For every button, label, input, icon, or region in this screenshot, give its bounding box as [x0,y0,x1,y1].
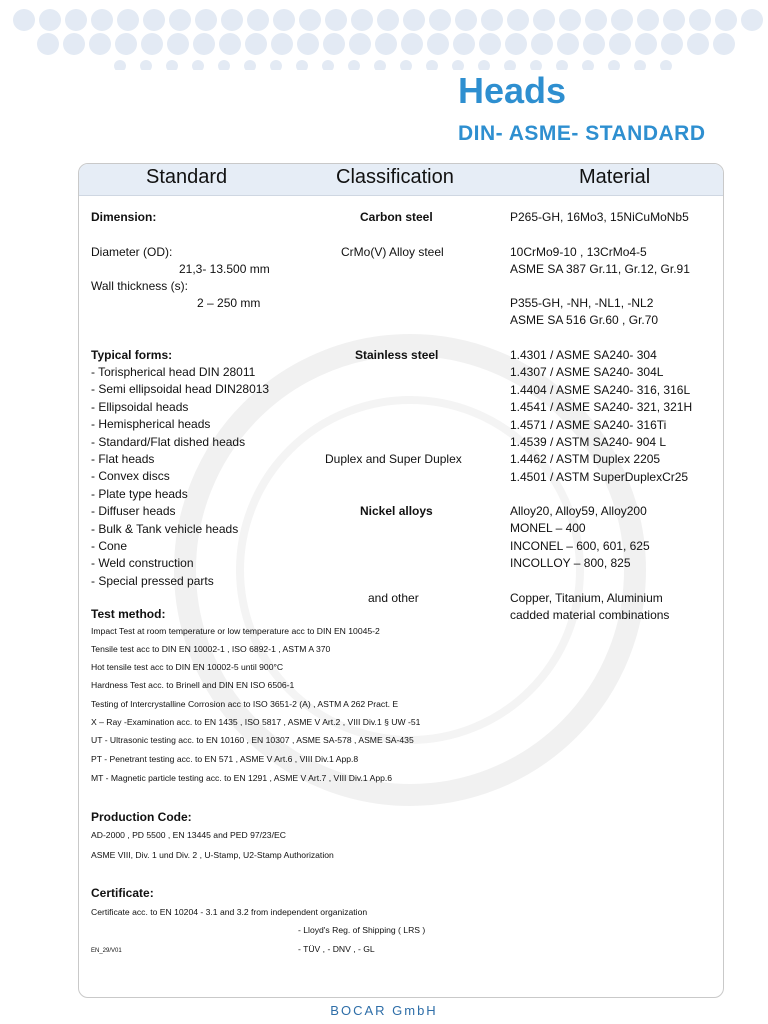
list-item: - Convex discs [91,469,170,484]
decor-dot [635,33,657,55]
diameter-value: 21,3- 13.500 mm [179,262,270,276]
decor-dot [169,9,191,31]
list-item: - Diffuser heads [91,504,176,519]
decor-dot [91,9,113,31]
header-dot-pattern [0,0,768,70]
list-item: - Bulk & Tank vehicle heads [91,521,239,536]
list-item: - Flat heads [91,452,155,467]
page-title: Heads [458,70,567,111]
decor-dot [37,33,59,55]
decor-dot [377,9,399,31]
test-method-item: X – Ray -Examination acc. to EN 1435 , ISO 5817 , ASME V Art.2 , VIII Div.1 § UW -51 [91,717,421,727]
decor-dot [351,9,373,31]
decor-dot [167,33,189,55]
decor-dot [296,60,308,70]
list-item: 1.4571 / ASME SA240- 316Ti [510,417,667,432]
decor-dot [244,60,256,70]
decor-dot [63,33,85,55]
wall-thickness-label: Wall thickness (s): [91,279,188,293]
list-item: INCONEL – 600, 601, 625 [510,538,650,553]
decor-dot [556,60,568,70]
decor-dot [245,33,267,55]
list-item: 1.4301 / ASME SA240- 304 [510,348,657,362]
decor-dot [611,9,633,31]
decor-dot [663,9,685,31]
decor-dot [585,9,607,31]
class-nickel-alloys: Nickel alloys [360,504,433,518]
list-item: MONEL – 400 [510,521,586,536]
certificate-label: Certificate: [91,886,154,900]
decor-dot [166,60,178,70]
list-item: 1.4539 / ASTM SA240- 904 L [510,435,667,450]
typical-forms-list [91,364,269,590]
decor-dot [117,9,139,31]
decor-dot [140,60,152,70]
class-carbon-steel: Carbon steel [360,210,433,224]
decor-dot [582,60,594,70]
header-standard: Standard [146,166,228,188]
decor-dot [375,33,397,55]
decor-dot [297,33,319,55]
test-method-item: PT - Penetrant testing acc. to EN 571 , ASME V Art.6 , VIII Div.1 App.8 [91,754,359,764]
certificate-line: - TÜV , - DNV , - GL [298,944,375,954]
decor-dot [325,9,347,31]
decor-dot [583,33,605,55]
certificate-line: - Lloyd's Reg. of Shipping ( LRS ) [298,925,426,935]
test-method-item: Tensile test acc to DIN EN 10002-1 , ISO 6892-1 , ASTM A 370 [91,644,331,654]
list-item: 1.4307 / ASME SA240- 304L [510,365,664,380]
decor-dot [299,9,321,31]
list-item: - Special pressed parts [91,573,214,588]
decor-dot [65,9,87,31]
decor-dot [114,60,126,70]
decor-dot [634,60,646,70]
footer-company: BOCAR GmbH [330,1003,438,1018]
production-code-item: ASME VIII, Div. 1 und Div. 2 , U-Stamp, U2-Stamp Authorization [91,850,334,860]
class-duplex: Duplex and Super Duplex [325,452,462,466]
decor-dot [479,33,501,55]
diameter-label: Diameter (OD): [91,245,173,259]
list-item: - Hemispherical heads [91,417,211,432]
list-item: 1.4404 / ASME SA240- 316, 316L [510,382,691,397]
decor-dot [270,60,282,70]
decor-dot [637,9,659,31]
page-subtitle: DIN- ASME- STANDARD [458,122,706,145]
decor-dot [219,33,241,55]
decor-dot [400,60,412,70]
test-method-item: Hot tensile test acc to DIN EN 10002-5 until 900°C [91,662,284,672]
decor-dot [271,33,293,55]
test-method-item: MT - Magnetic particle testing acc. to EN 1291 , ASME V Art.7 , VIII Div.1 App.6 [91,773,393,783]
list-item: - Semi ellipsoidal head DIN28013 [91,382,270,397]
test-method-item: Testing of Intercrystalline Corrosion acc to ISO 3651-2 (A) , ASTM A 262 Pract. E [91,699,399,709]
list-item: - Torispherical head DIN 28011 [91,365,256,379]
decor-dot [193,33,215,55]
decor-dot [557,33,579,55]
list-item: 1.4462 / ASTM Duplex 2205 [510,452,661,467]
list-item: - Ellipsoidal heads [91,399,189,414]
decor-dot [39,9,61,31]
decor-dot [323,33,345,55]
decor-dot [401,33,423,55]
decor-dot [247,9,269,31]
decor-dot [609,33,631,55]
material-carbon: P265-GH, 16Mo3, 15NiCuMoNb5 [510,210,689,224]
decor-dot [374,60,386,70]
material-other-2: cadded material combinations [510,608,670,622]
list-item: 1.4541 / ASME SA240- 321, 321H [510,400,693,415]
decor-dot [195,9,217,31]
decor-dot [89,33,111,55]
decor-dot [478,60,490,70]
list-item: INCOLLOY – 800, 825 [510,556,631,571]
decor-dot [715,9,737,31]
dimension-label: Dimension: [91,210,157,224]
production-code-item: AD-2000 , PD 5500 , EN 13445 and PED 97/23/EC [91,830,286,840]
decor-dot [533,9,555,31]
decor-dot [481,9,503,31]
class-other: and other [368,591,419,605]
decor-dot [115,33,137,55]
material-crmo-2: ASME SA 387 Gr.11, Gr.12, Gr.91 [510,262,690,276]
decor-dot [505,33,527,55]
decor-dot [221,9,243,31]
content-card [78,163,724,998]
wall-thickness-value: 2 – 250 mm [197,296,261,310]
decor-dot [13,9,35,31]
decor-dot [218,60,230,70]
list-item: - Cone [91,539,128,554]
header-material: Material [579,166,651,188]
decor-dot [143,9,165,31]
decor-dot [741,9,763,31]
list-item: - Weld construction [91,556,194,571]
decor-dot [507,9,529,31]
decor-dot [531,33,553,55]
material-p355-2: ASME SA 516 Gr.60 , Gr.70 [510,313,659,327]
decor-dot [559,9,581,31]
material-crmo-1: 10CrMo9-10 , 13CrMo4-5 [510,245,647,259]
list-item: 1.4501 / ASTM SuperDuplexCr25 [510,469,689,484]
decor-dot [426,60,438,70]
document-code: EN_29/V01 [91,948,122,954]
decor-dot [273,9,295,31]
test-method-item: UT - Ultrasonic testing acc. to EN 10160 , EN 10307 , ASME SA-578 , ASME SA-435 [91,735,414,745]
test-method-item: Impact Test at room temperature or low temperature acc to DIN EN 10045-2 [91,626,380,636]
certificate-line: Certificate acc. to EN 10204 - 3.1 and 3.2 from independent organization [91,907,368,917]
decor-dot [452,60,464,70]
decor-dot [141,33,163,55]
decor-dot [403,9,425,31]
list-item: Alloy20, Alloy59, Alloy200 [510,504,647,518]
table-header [79,164,723,196]
decor-dot [453,33,475,55]
decor-dot [608,60,620,70]
decor-dot [427,33,449,55]
decor-dot [713,33,735,55]
material-stainless-list [510,347,692,486]
typical-forms-label: Typical forms: [91,348,173,362]
decor-dot [660,60,672,70]
list-item: - Standard/Flat dished heads [91,434,246,449]
material-nickel-list [510,503,650,573]
decor-dot [689,9,711,31]
material-p355-1: P355-GH, -NH, -NL1, -NL2 [510,296,654,310]
header-classification: Classification [336,166,454,188]
decor-dot [349,33,371,55]
decor-dot [455,9,477,31]
decor-dot [348,60,360,70]
test-method-item: Hardness Test acc. to Brinell and DIN EN ISO 6506-1 [91,680,295,690]
class-crmo-alloy-steel: CrMo(V) Alloy steel [341,245,444,259]
decor-dot [192,60,204,70]
list-item: - Plate type heads [91,486,188,501]
decor-dot [322,60,334,70]
decor-dot [504,60,516,70]
test-method-label: Test method: [91,607,166,621]
decor-dot [429,9,451,31]
decor-dot [661,33,683,55]
decor-dot [687,33,709,55]
class-stainless-steel: Stainless steel [355,348,439,362]
production-code-label: Production Code: [91,810,192,824]
decor-dot [530,60,542,70]
material-other-1: Copper, Titanium, Aluminium [510,591,663,605]
